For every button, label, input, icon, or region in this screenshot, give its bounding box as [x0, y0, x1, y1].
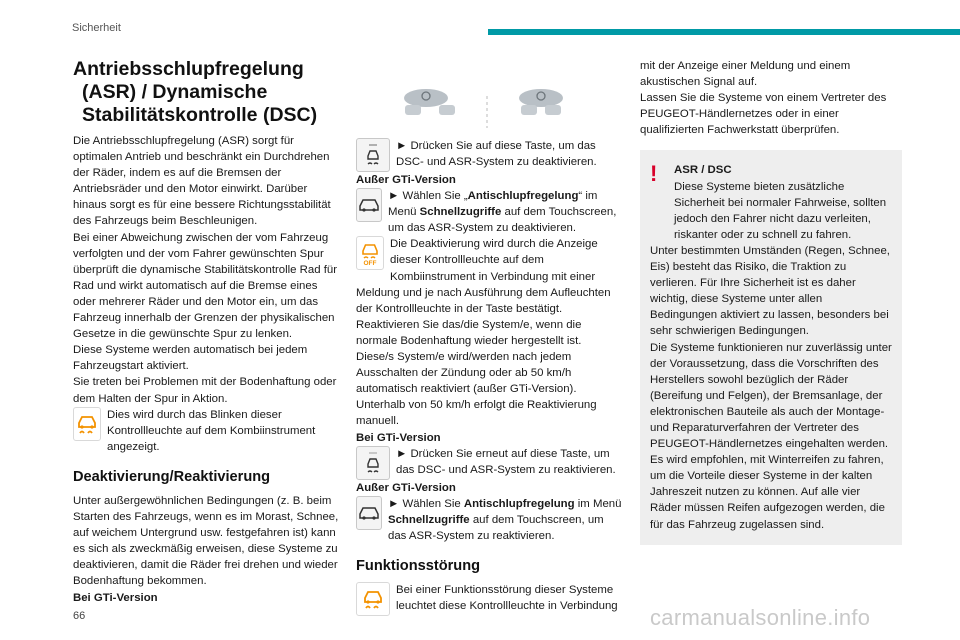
warning-paragraph: Diese Systeme bieten zusätzliche Sicherheit bei normaler Fahrweise, sollten jedoch den Fahrer nicht dazu verleiten, riskanter oder zu schnell zu fahren.	[674, 180, 887, 241]
watermark: carmanualsonline.info	[650, 605, 871, 630]
menu-term-shortcuts: Schnellzugriffe	[419, 206, 502, 219]
asr-off-button-icon[interactable]	[356, 138, 390, 172]
warning-paragraph: Unter bestimmten Umständen (Regen, Schnee, Eis) besteht das Risiko, die Traktion zu verlieren. Für Ihre Sicherheit ist es daher wichtig, diese Systeme unter allen Bedingungen aktiviert zu lassen, besonders bei sehr schwierigen Bedingungen.	[650, 244, 890, 338]
paragraph: Unterhalb von 50 km/h erfolgt die Reaktivierung manuell.	[356, 399, 597, 428]
step-reactivate-touchscreen	[356, 496, 624, 544]
paragraph: Reaktivieren Sie das/die System/e, wenn die normale Bodenhaftung wieder hergestellt ist.	[356, 318, 582, 347]
title-line-1: Antriebsschlupfregelung	[73, 58, 304, 80]
warning-paragraph: Die Systeme funktionieren nur zuverlässig unter der Voraussetzung, dass die Vorschriften des Herstellers sowohl bezüglich der Räder (Bereifung und Felgen), der Bremsanlage, der elektronischen Bauteile als auch der Montage- und Reparaturverfahren der Vertreter des PEUGEOT-Händlernetzes eingehalten werden.	[650, 341, 892, 451]
skid-warning-icon	[73, 407, 101, 441]
svg-text:OFF: OFF	[363, 260, 377, 267]
subheading-deactivation: Deaktivierung/Reaktivierung	[73, 468, 271, 485]
label-non-gti: Außer GTi-Version	[356, 481, 456, 494]
running-header: Sicherheit	[72, 22, 121, 34]
step-text-c: “ im Menü	[388, 190, 598, 219]
menu-term-traction: Antischlupfregelung	[463, 497, 575, 510]
paragraph: Dies wird durch das Blinken dieser Kontrollleuchte auf dem Kombiinstrument angezeigt.	[107, 408, 316, 453]
paragraph: mit der Anzeige einer Meldung und einem akustischen Signal auf.	[640, 60, 851, 89]
warning-lamp-block	[73, 407, 341, 455]
button-illustration	[356, 78, 624, 128]
exclamation-icon: !	[650, 161, 658, 187]
step-text-a: ► Wählen Sie „	[388, 190, 468, 203]
step-text-e: auf dem Touchscreen, um das ASR-System zu deaktivieren.	[388, 206, 617, 235]
paragraph: Sie treten bei Problemen mit der Bodenhaftung oder dem Halten der Spur in Aktion.	[73, 376, 337, 405]
column-2	[356, 58, 624, 616]
menu-term-traction: Antischlupfregelung	[467, 190, 579, 203]
skid-off-warning-icon	[356, 236, 384, 270]
car-menu-icon[interactable]	[356, 188, 382, 222]
paragraph: Die Deaktivierung wird durch die Anzeige dieser Kontrollleuchte auf dem Kombiinstrument in Verbindung mit einer Meldung und je nach Ausführung dem Aufleuchten der Kontrollleuchte in der Taste bestätigt.	[356, 238, 611, 315]
label-gti: Bei GTi-Version	[356, 431, 441, 444]
paragraph: Lassen Sie die Systeme von einem Vertreter des PEUGEOT-Händlernetzes oder in einer qualifizierten Fachwerkstatt überprüfen.	[640, 92, 887, 137]
section-title	[73, 58, 341, 127]
step-text-e: auf dem Touchscreen, um das ASR-System zu reaktivieren.	[388, 513, 604, 542]
title-line-3: Stabilitätskontrolle (DSC)	[82, 104, 318, 126]
skid-warning-icon	[356, 582, 390, 616]
asr-button-icon[interactable]	[356, 446, 390, 480]
paragraph: Unter außergewöhnlichen Bedingungen (z. B. beim Starten des Fahrzeugs, wenn es im Morast, Schnee, auf weichem Untergrund usw. festgefahren ist) kann es sich als zweckmäßig erweisen, diese Systeme zu deaktivieren, damit die Räder frei drehen und wieder Bodenhaftung bekommen.	[73, 494, 339, 588]
safety-warning-box	[640, 150, 902, 544]
paragraph: Bei einer Funktionsstörung dieser Systeme leuchtet diese Kontrollleuchte in Verbindung	[396, 584, 618, 613]
label-gti: Bei GTi-Version	[73, 591, 158, 604]
column-3	[640, 58, 902, 545]
malfunction-lamp-block	[356, 582, 624, 616]
header-accent-bar	[488, 29, 960, 35]
step-deactivate-gti	[356, 138, 624, 172]
title-line-2: (ASR) / Dynamische	[82, 81, 268, 103]
menu-term-shortcuts: Schnellzugriffe	[388, 513, 470, 526]
step-text-c: im Menü	[574, 497, 622, 510]
column-1	[73, 58, 341, 606]
warning-title: ASR / DSC	[674, 164, 732, 177]
warning-paragraph: Es wird empfohlen, mit Winterreifen zu fahren, um die Vorteile dieser Systeme in der kalten Jahreszeit nutzen zu können. Auf alle vier Räder müssen Reifen aufgezogen werden, die für das Fahrzeug zugelassen sind.	[650, 454, 885, 531]
step-deactivate-touchscreen	[356, 188, 624, 236]
step-text: ► Drücken Sie erneut auf diese Taste, um das DSC- und ASR-System zu reaktivieren.	[396, 447, 616, 476]
step-text-a: ► Wählen Sie	[388, 497, 464, 510]
paragraph: Die Antriebsschlupfregelung (ASR) sorgt für optimalen Antrieb und beschränkt ein Durchdrehen der Räder, indem es auf die Bremsen der Antriebsräder und den Motor einwirkt. Darüber hinaus sorgt es für eine bessere Richtungsstabilität des Fahrzeugs beim Beschleunigen.	[73, 135, 331, 228]
paragraph: Bei einer Abweichung zwischen der vom Fahrzeug verfolgten und der vom Fahrer gewünschten Spur überprüft die dynamische Stabilitätskontrolle Rad für Rad und wirkt automatisch auf die Bremse eines oder mehrerer Räder und den Motor ein, um das Fahrzeug innerhalb der Grenzen der physikalischen Gesetze in die gewünschte Spur zu lenken.	[73, 231, 338, 341]
label-non-gti: Außer GTi-Version	[356, 174, 456, 186]
subheading-malfunction: Funktionsstörung	[356, 557, 481, 574]
car-menu-icon[interactable]	[356, 496, 382, 530]
page-number: 66	[73, 610, 86, 622]
step-reactivate-gti	[356, 446, 624, 480]
step-text: ► Drücken Sie auf diese Taste, um das DSC- und ASR-System zu deaktivieren.	[396, 140, 597, 169]
paragraph: Diese Systeme werden automatisch bei jedem Fahrzeugstart aktiviert.	[73, 344, 308, 373]
deactivation-lamp-block	[356, 236, 624, 316]
paragraph: Diese/s System/e wird/werden nach jedem Ausschalten der Zündung oder ab 50 km/h automatisch reaktiviert (außer GTi-Version).	[356, 351, 577, 396]
